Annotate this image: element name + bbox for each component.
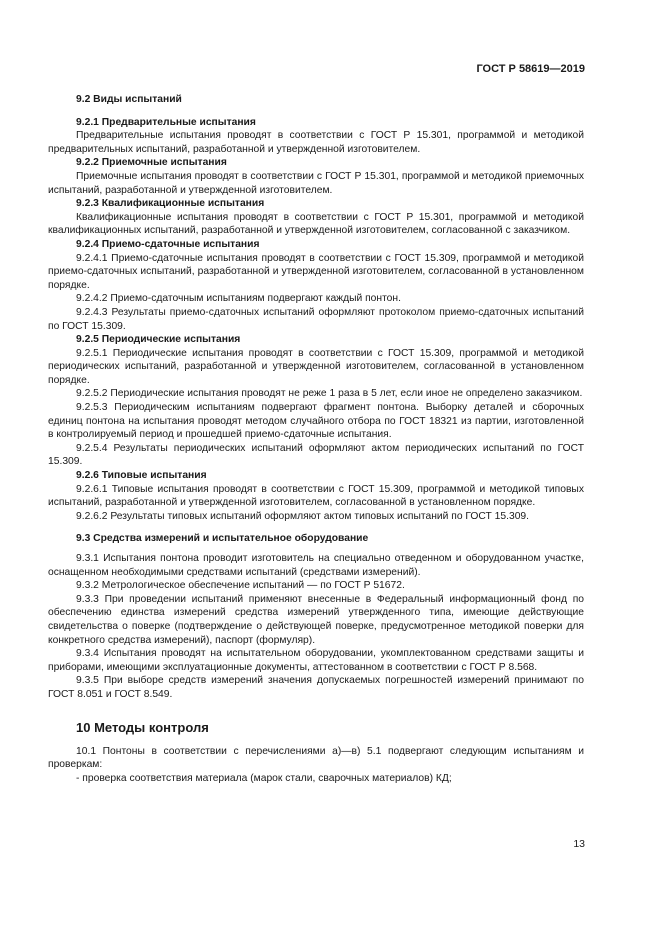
paragraph: 9.2.5.4 Результаты периодических испытаний оформляют актом периодических испытаний по ГОСТ 15.309. [48,442,584,468]
paragraph: 9.2.5.1 Периодические испытания проводят в соответствии с ГОСТ 15.309, программой и методикой периодических испытаний, разработанной и утвержденной изготовителем, согласованной в установленном порядке. [48,347,584,386]
paragraph: 9.2.4.3 Результаты приемо-сдаточных испытаний оформляют протоколом приемо-сдаточных испытаний по ГОСТ 15.309. [48,306,584,332]
section-title-9-2-5: 9.2.5 Периодические испытания [76,334,241,346]
paragraph: 9.3.1 Испытания понтона проводит изготовитель на специально отведенном и оборудованном участке, оснащенном необходимыми средствами испытаний (средствами измерений). [48,553,584,578]
paragraph: Приемочные испытания проводят в соответствии с ГОСТ Р 15.301, программой и методикой приемочных испытаний, разработанной и утвержденной изготовителем. [48,170,584,196]
section-title-10: 10 Методы контроля [76,719,209,735]
paragraph: Предварительные испытания проводят в соответствии с ГОСТ Р 15.301, программой и методикой предварительных испытаний, разработанной и утвержденной изготовителем. [48,130,584,155]
paragraph: 9.3.5 При выборе средств измерений значения допускаемых погрешностей измерений принимают по ГОСТ 8.051 и ГОСТ 8.549. [48,675,584,700]
document-header: ГОСТ Р 58619—2019 [476,63,585,75]
section-title-9-2: 9.2 Виды испытаний [76,94,182,105]
page-number: 13 [573,838,585,850]
paragraph: Квалификационные испытания проводят в соответствии с ГОСТ Р 15.301, программой и методикой квалификационных испытаний, разработанной и утвержденной изготовителем, согласованной с заказчиком. [48,211,584,237]
paragraph: 9.3.3 При проведении испытаний применяют внесенные в Федеральный информационный фонд по обеспечению единства измерений средства измерений утвержденного типа, имеющие действующие свидетельства о поверке (подтверждение о действующей поверке, предусмотренное методикой поверки для конкретного средства измерений), паспорт (формуляр). [48,593,584,646]
paragraph: 9.3.2 Метрологическое обеспечение испытаний — по ГОСТ Р 51672. [76,580,405,592]
paragraph: 9.3.4 Испытания проводят на испытательном оборудовании, укомплектованном средствами защиты и приборами, имеющими эксплуатационные документы, аттестованном в соответствии с ГОСТ Р 8.568. [48,648,584,673]
paragraph: 9.2.6.2 Результаты типовых испытаний оформляют актом типовых испытаний по ГОСТ 15.309. [76,510,530,522]
paragraph: 9.2.6.1 Типовые испытания проводят в соответствии с ГОСТ 15.309, программой и методикой типовых испытаний, разработанной и утвержденной изготовителем, согласованной в установленном порядке. [48,483,584,509]
list-item: - проверка соответствия материала (марок стали, сварочных материалов) КД; [76,772,452,784]
section-title-9-2-4: 9.2.4 Приемо-сдаточные испытания [76,238,260,250]
section-title-9-2-6: 9.2.6 Типовые испытания [76,470,207,482]
section-title-9-2-1: 9.2.1 Предварительные испытания [76,116,256,128]
paragraph: 10.1 Понтоны в соответствии с перечислениями а)—в) 5.1 подвергают следующим испытаниям и проверкам: [48,745,584,771]
section-title-9-2-2: 9.2.2 Приемочные испытания [76,157,227,169]
paragraph: 9.2.4.1 Приемо-сдаточные испытания проводят в соответствии с ГОСТ 15.309, программой и методикой приемо-сдаточных испытаний, разработанной и утвержденной изготовителем, согласованной в установленном порядке. [48,252,584,291]
document-body [48,93,584,785]
section-title-9-3: 9.3 Средства измерений и испытательное оборудование [76,533,369,545]
paragraph: 9.2.5.2 Периодические испытания проводят не реже 1 раза в 5 лет, если иное не определено заказчиком. [76,388,583,400]
section-title-9-2-3: 9.2.3 Квалификационные испытания [76,198,265,210]
paragraph: 9.2.4.2 Приемо-сдаточным испытаниям подвергают каждый понтон. [76,293,401,305]
paragraph: 9.2.5.3 Периодическим испытаниям подвергают фрагмент понтона. Выборку деталей и сборочных единиц понтона на испытания проводят методом случайного отбора по ГОСТ 18321 из партии, изготовленной в контролируемый период и прошедшей приемо-сдаточные испытания. [48,402,584,441]
